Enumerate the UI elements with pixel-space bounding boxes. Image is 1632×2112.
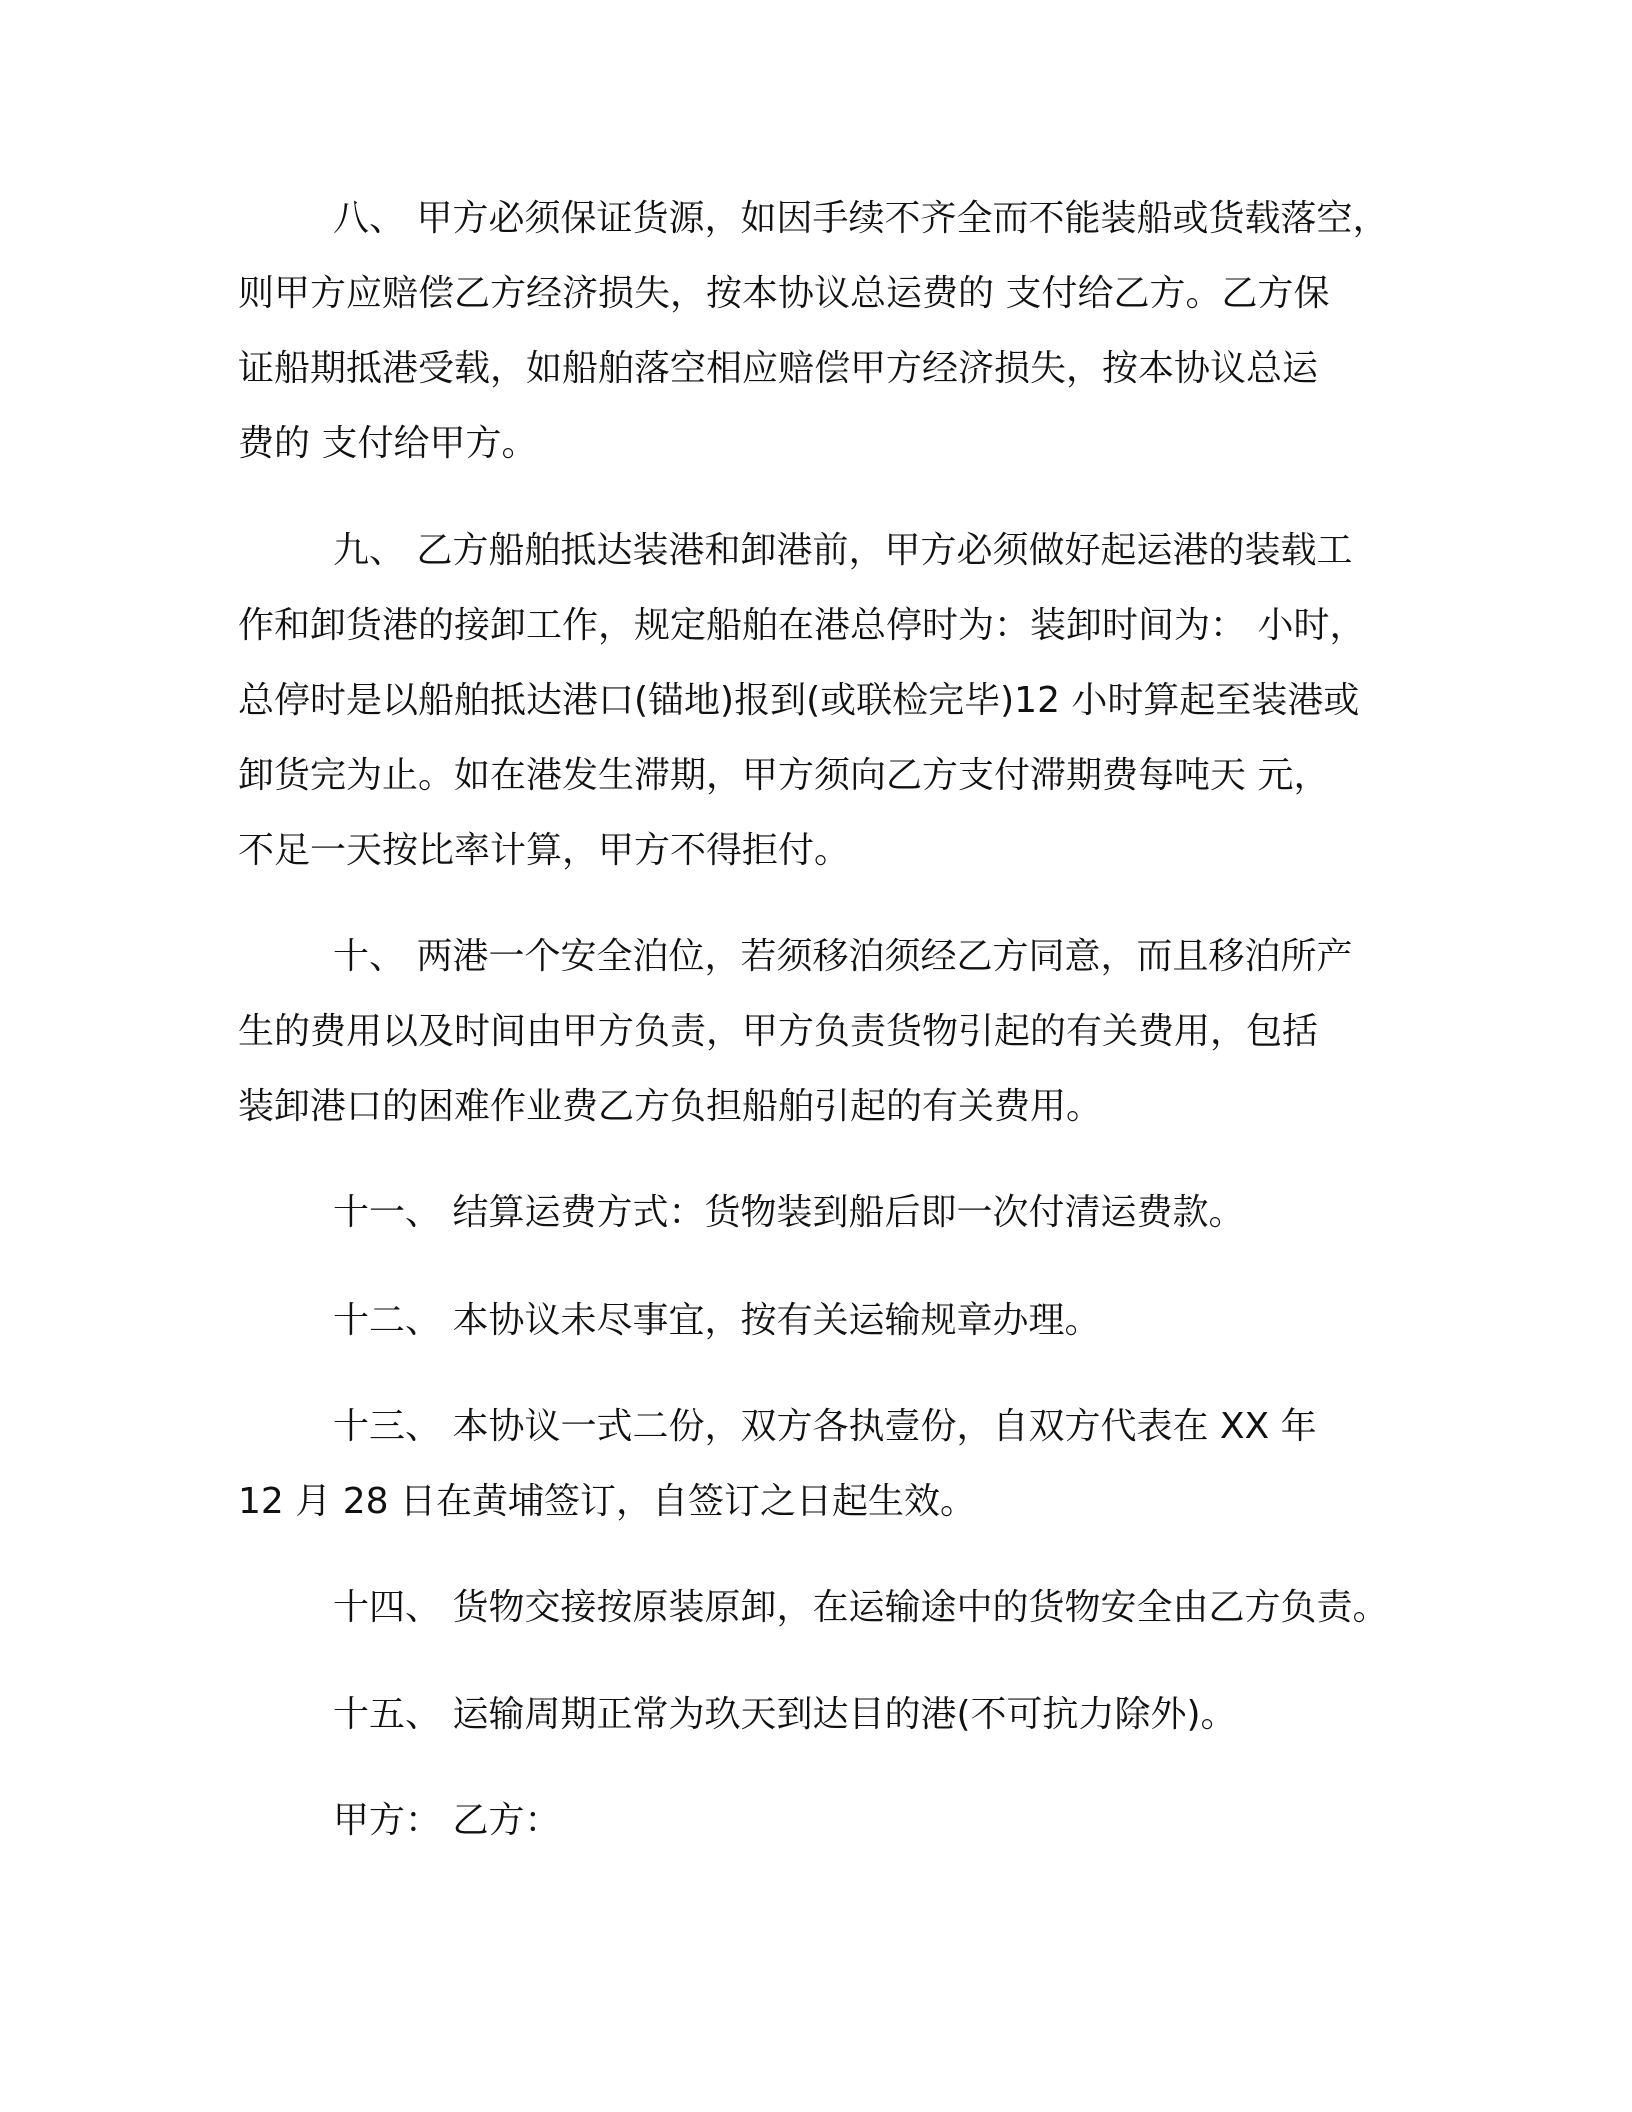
- clause-13-line-1: 十三、 本协议一式二份，双方各执壹份，自双方代表在 XX 年: [333, 1406, 1317, 1447]
- clause-9-line-4: 卸货完为止。如在港发生滞期，甲方须向乙方支付滞期费每吨天 元，: [238, 755, 1330, 796]
- clause-9-line-3: 总停时是以船舶抵达港口(锚地)报到(或联检完毕)12 小时算起至装港或: [238, 680, 1360, 721]
- clause-15-line-1: 十五、 运输周期正常为玖天到达目的港(不可抗力除外)。: [333, 1694, 1237, 1735]
- clause-10-line-2: 生的费用以及时间由甲方负责，甲方负责货物引起的有关费用，包括: [238, 1011, 1319, 1052]
- clause-8-line-3: 证船期抵港受载，如船舶落空相应赔偿甲方经济损失，按本协议总运: [238, 348, 1319, 389]
- clause-8-line-2: 则甲方应赔偿乙方经济损失，按本协议总运费的 支付给乙方。乙方保: [238, 273, 1330, 314]
- clause-9-line-2: 作和卸货港的接卸工作，规定船舶在港总停时为：装卸时间为： 小时，: [238, 605, 1366, 646]
- clause-11-line-1: 十一、 结算运费方式：货物装到船后即一次付清运费款。: [333, 1192, 1245, 1233]
- clause-14-line-1: 十四、 货物交接按原装原卸，在运输途中的货物安全由乙方负责。: [333, 1587, 1389, 1628]
- clause-13-line-2: 12 月 28 日在黄埔签订，自签订之日起生效。: [238, 1481, 976, 1522]
- clause-12-line-1: 十二、 本协议未尽事宜，按有关运输规章办理。: [333, 1300, 1101, 1341]
- clause-8-line-1: 八、 甲方必须保证货源，如因手续不齐全而不能装船或货载落空，: [333, 198, 1389, 239]
- clause-8-line-4: 费的 支付给甲方。: [238, 423, 538, 464]
- clause-9-line-5: 不足一天按比率计算，甲方不得拒付。: [238, 830, 851, 871]
- clause-9-line-1: 九、 乙方船舶抵达装港和卸港前，甲方必须做好起运港的装载工: [333, 530, 1353, 571]
- clause-10-line-3: 装卸港口的困难作业费乙方负担船舶引起的有关费用。: [238, 1086, 1103, 1127]
- signature-line: 甲方： 乙方：: [333, 1800, 561, 1841]
- clause-10-line-1: 十、 两港一个安全泊位，若须移泊须经乙方同意，而且移泊所产: [333, 936, 1353, 977]
